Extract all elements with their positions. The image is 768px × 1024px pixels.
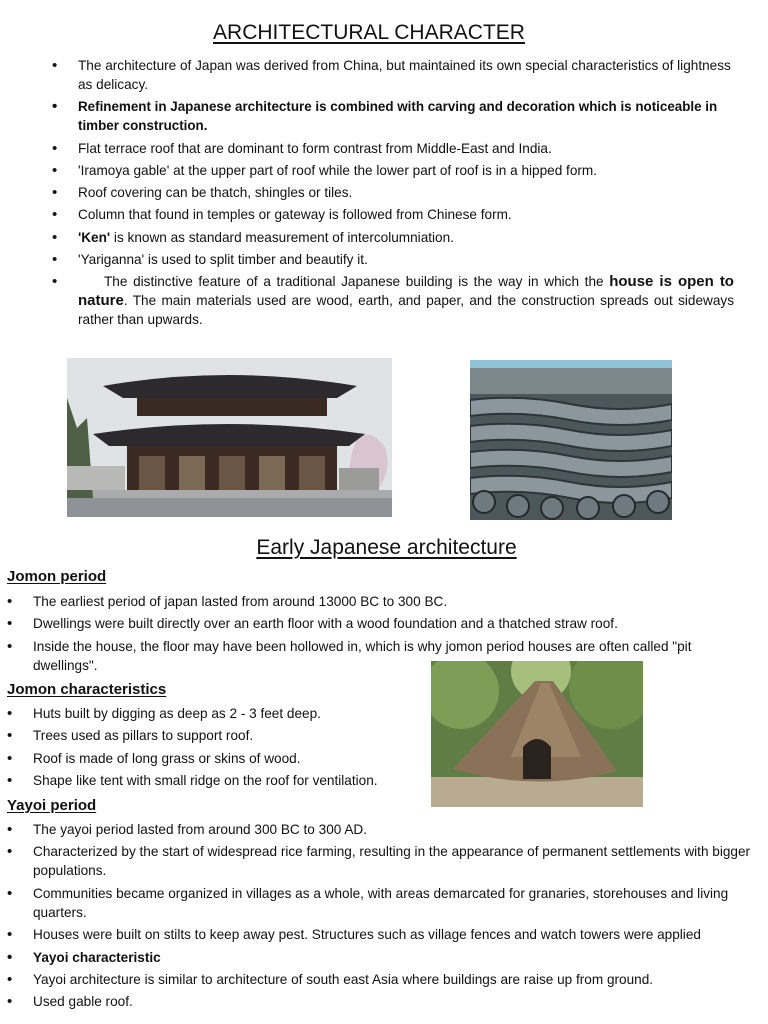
distinctive-emphasis: house is open to nature [78,273,734,310]
jomon-characteristics-list [7,704,427,794]
page-title: ARCHITECTURAL CHARACTER [213,21,525,44]
yayoi-heading: Yayoi period [7,797,97,814]
roof-tiles-photo [470,360,672,520]
list-item: • 'Yariganna' is used to split timber and beautify it. [52,250,734,269]
yayoi-bullet-list [7,820,753,1015]
distinctive-lead: The distinctive feature of a traditional Japanese building is the way in which the [104,274,610,290]
list-item: • The yayoi period lasted from around 300 BC to 300 AD. [7,820,753,839]
section-title: Early Japanese architecture [256,536,517,559]
list-item: • Roof is made of long grass or skins of wood. [7,749,427,768]
list-item: • Shape like tent with small ridge on the roof for ventilation. [7,771,427,790]
list-item: • The architecture of Japan was derived from China, but maintained its own special characteristics of lightness as delicacy. [52,56,734,94]
list-item: • Inside the house, the floor may have been hollowed in, which is why jomon period houses are often called "pit dwellings". [7,637,753,675]
ken-term: 'Ken' [78,229,111,245]
list-item: • Dwellings were built directly over an earth floor with a wood foundation and a thatched straw roof. [7,614,753,633]
list-item: • 'Iramoya gable' at the upper part of roof while the lower part of roof is in a hipped form. [52,161,734,180]
list-item: • Column that found in temples or gateway is followed from Chinese form. [52,205,734,224]
list-item: • Yayoi characteristic [7,948,753,967]
list-item: • Houses were built on stilts to keep away pest. Structures such as village fences and watch towers were applied [7,925,753,944]
distinctive-rest: . The main materials used are wood, earth, and paper, and the construction spreads out sideways rather than upwards. [78,293,734,328]
list-item: • Refinement in Japanese architecture is combined with carving and decoration which is noticeable in timber construction. [52,97,734,135]
list-item: • Used gable roof. [7,992,753,1011]
list-item: • Characterized by the start of widespread rice farming, resulting in the appearance of permanent settlements with bigger populations. [7,842,753,880]
list-item [52,272,734,329]
jomon-heading: Jomon period [7,568,107,585]
architecture-bullet-list [52,56,734,333]
list-item: • Roof covering can be thatch, shingles or tiles. [52,183,734,202]
jomon-characteristics-heading: Jomon characteristics [7,681,167,698]
list-item [52,228,734,247]
temple-gate-photo [67,358,392,517]
list-item: • Communities became organized in villages as a whole, with areas demarcated for granaries, storehouses and living quarters. [7,884,753,922]
list-item: • The earliest period of japan lasted from around 13000 BC to 300 BC. [7,592,753,611]
list-item: • Flat terrace roof that are dominant to form contrast from Middle-East and India. [52,139,734,158]
pit-dwelling-photo [431,661,643,807]
ken-text: is known as standard measurement of intercolumniation. [110,229,454,245]
list-item: • Trees used as pillars to support roof. [7,726,427,745]
list-item: • Yayoi architecture is similar to architecture of south east Asia where buildings are raise up from ground. [7,970,753,989]
list-item: • Huts built by digging as deep as 2 - 3 feet deep. [7,704,427,723]
